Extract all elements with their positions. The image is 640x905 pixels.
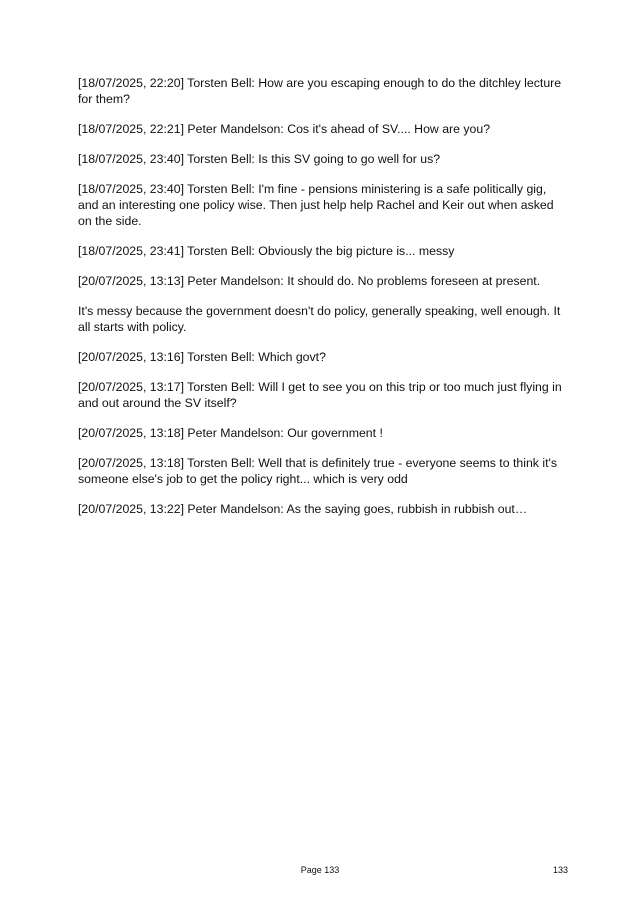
page-number: 133 — [552, 865, 568, 875]
page-label: Page 133 — [300, 865, 340, 875]
message-item: [20/07/2025, 13:22] Peter Mandelson: As the saying goes, rubbish in rubbish out… — [78, 502, 528, 516]
message-item: [20/07/2025, 13:18] Peter Mandelson: Our government ! — [78, 426, 383, 440]
message-list — [78, 75, 568, 531]
message-item: [18/07/2025, 23:41] Torsten Bell: Obviously the big picture is... messy — [78, 244, 455, 258]
message-item: It's messy because the government doesn't do policy, generally speaking, well enough. It all starts with policy. — [78, 304, 561, 334]
message-item: [18/07/2025, 22:20] Torsten Bell: How are you escaping enough to do the ditchley lecture for them? — [78, 76, 562, 106]
message-item: [18/07/2025, 23:40] Torsten Bell: I'm fine - pensions ministering is a safe politically gig, and an interesting one policy wise. Then just help help Rachel and Keir out when asked on the side. — [78, 182, 554, 228]
message-item: [20/07/2025, 13:18] Torsten Bell: Well that is definitely true - everyone seems to think it's someone else's job to get the policy right... which is very odd — [78, 456, 557, 486]
message-item: [18/07/2025, 23:40] Torsten Bell: Is this SV going to go well for us? — [78, 152, 441, 166]
message-item: [20/07/2025, 13:13] Peter Mandelson: It should do. No problems foreseen at present. — [78, 274, 541, 288]
message-item: [20/07/2025, 13:16] Torsten Bell: Which govt? — [78, 350, 326, 364]
message-item: [20/07/2025, 13:17] Torsten Bell: Will I get to see you on this trip or too much just flying in and out around the SV itself? — [78, 380, 562, 410]
message-item: [18/07/2025, 22:21] Peter Mandelson: Cos it's ahead of SV.... How are you? — [78, 122, 491, 136]
